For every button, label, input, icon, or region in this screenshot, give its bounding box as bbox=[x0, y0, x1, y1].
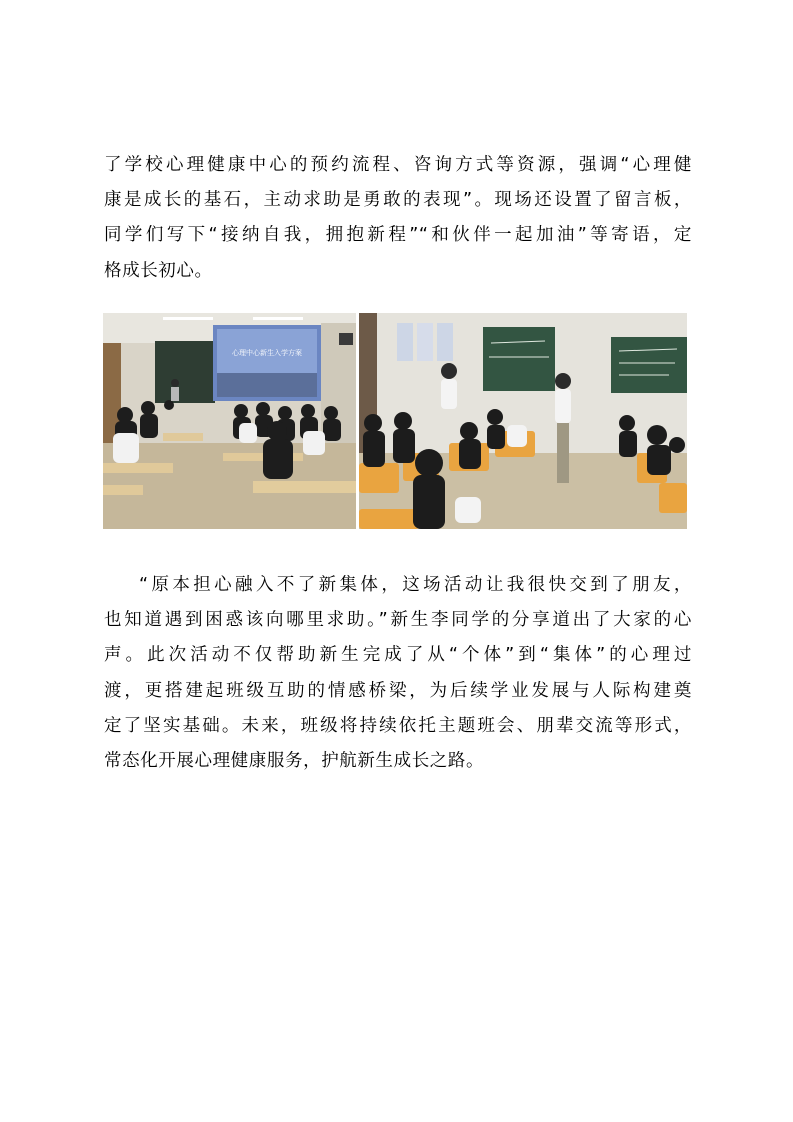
paragraph-1-line-3: 同学们写下“接纳自我，拥抱新程”“和伙伴一起加油”等寄语，定 bbox=[104, 225, 692, 246]
paragraph-2-line-2: 也知道遇到困惑该向哪里求助。”新生李同学的分享道出了大家的心 bbox=[104, 610, 692, 631]
classroom-photo-right bbox=[359, 313, 687, 529]
projector-screen-text: 心理中心新生入学方案 bbox=[232, 349, 302, 357]
paragraph-2-line-3: 声。此次活动不仅帮助新生完成了从“个体”到“集体”的心理过 bbox=[104, 645, 692, 666]
classroom-photo-left bbox=[103, 313, 356, 529]
paragraph-2-line-6: 常态化开展心理健康服务，护航新生成长之路。 bbox=[104, 751, 485, 772]
paragraph-2 bbox=[104, 568, 692, 779]
paragraph-2-line-5: 定了坚实基础。未来，班级将持续依托主题班会、朋辈交流等形式， bbox=[104, 715, 692, 736]
paragraph-2-line-1: “原本担心融入不了新集体，这场活动让我很快交到了朋友， bbox=[139, 575, 692, 595]
paragraph-2-line-4: 渡，更搭建起班级互助的情感桥梁，为后续学业发展与人际构建奠 bbox=[104, 680, 692, 701]
paragraph-1 bbox=[104, 148, 692, 289]
paragraph-1-line-4: 格成长初心。 bbox=[104, 260, 213, 281]
paragraph-1-line-1: 了学校心理健康中心的预约流程、咨询方式等资源，强调“心理健 bbox=[104, 155, 692, 175]
paragraph-1-line-2: 康是成长的基石，主动求助是勇敢的表现”。现场还设置了留言板， bbox=[104, 190, 692, 211]
